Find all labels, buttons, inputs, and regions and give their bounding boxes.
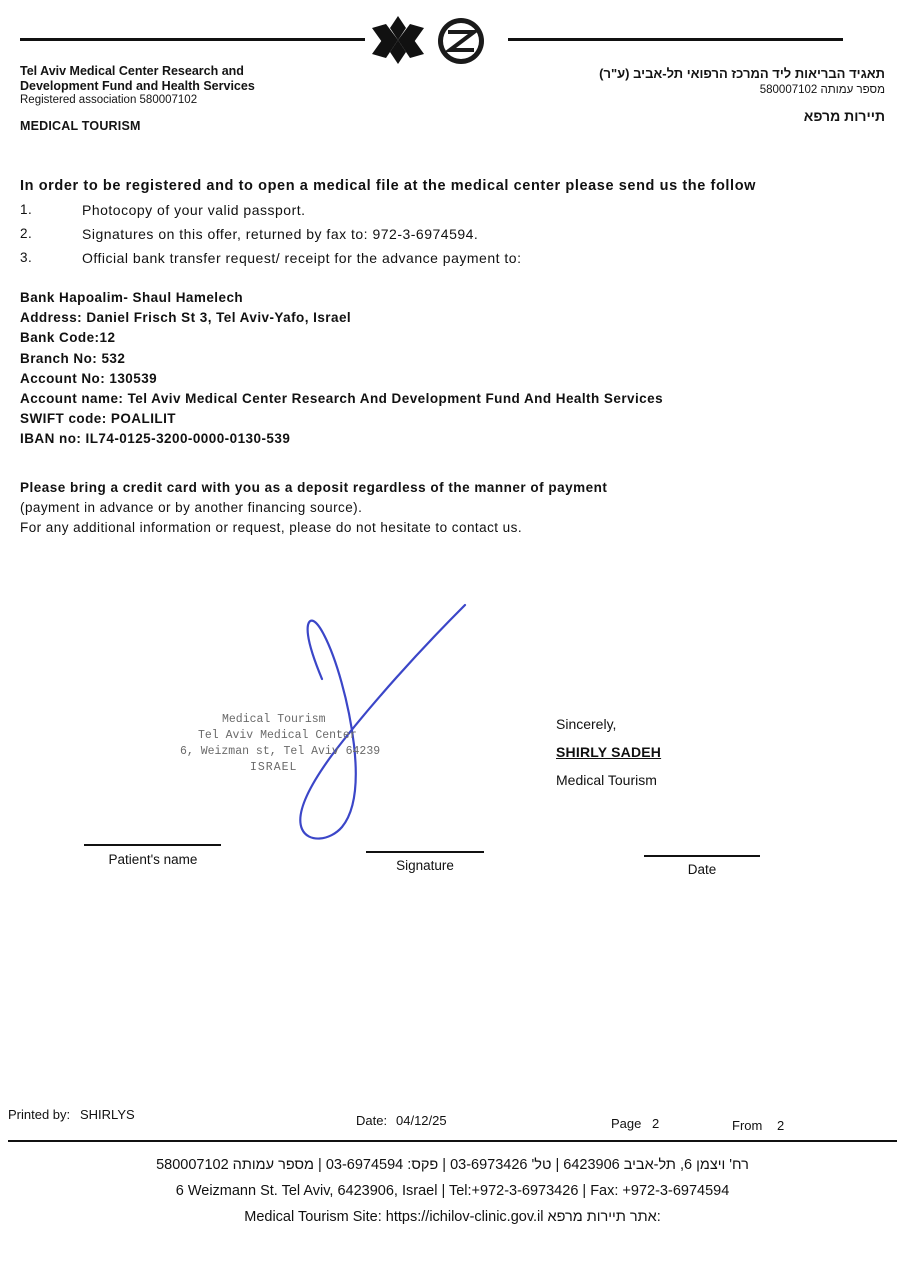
requirements-list: [20, 198, 840, 270]
organization-stamp: [180, 712, 402, 776]
footer-contact-hebrew: רח' ויצמן 6, תל-אביב 6423906 | טל' 03-6973426 | פקס: 03-6974594 | מספר עמותה 580007102: [156, 1157, 749, 1173]
account-no: Account No: 130539: [20, 370, 158, 386]
org-name-he: תאגיד הבריאות ליד המרכז הרפואי תל-אביב (ע"ר): [599, 66, 885, 81]
list-item-number: 1.: [20, 202, 33, 217]
intro-paragraph: In order to be registered and to open a medical file at the medical center please send us the follow: [20, 178, 757, 194]
notice-line-2: (payment in advance or by another financing source).: [20, 500, 363, 515]
print-date-value: 04/12/25: [396, 1113, 447, 1128]
iban-no: IBAN no: IL74-0125-3200-0000-0130-539: [20, 431, 291, 447]
patient-name-line: [84, 844, 221, 846]
closing-block: [556, 710, 661, 794]
list-item-text: Official bank transfer request/ receipt for the advance payment to:: [82, 250, 522, 266]
bank-code: Bank Code:12: [20, 330, 116, 346]
list-item-number: 3.: [20, 250, 33, 265]
notice-block: [20, 478, 860, 538]
page-value: 2: [652, 1116, 660, 1131]
circle-logo-icon: [436, 16, 486, 66]
footer-divider: [8, 1140, 897, 1142]
header-rule-right: [508, 38, 843, 41]
notice-line-3: For any additional information or request, please do not hesitate to contact us.: [20, 520, 523, 535]
stamp-line-4: ISRAEL: [250, 761, 298, 774]
bank-details-block: [20, 288, 840, 450]
footer-website: Medical Tourism Site: https://ichilov-clinic.gov.il אתר תיירות מרפא:: [244, 1209, 661, 1225]
footer-contact-block: [0, 1152, 905, 1230]
signature-line: [366, 851, 484, 853]
stamp-line-3: 6, Weizman st, Tel Aviv 64239: [180, 745, 381, 758]
signer-name: SHIRLY SADEH: [556, 744, 662, 760]
bank-name: Bank Hapoalim- Shaul Hamelech: [20, 290, 244, 305]
registration-he: מספר עמותה 580007102: [759, 84, 885, 96]
org-name-en-line2: Development Fund and Health Services: [20, 78, 255, 93]
logo-group: [368, 14, 504, 66]
print-date-label: Date:: [356, 1113, 388, 1128]
list-item: [20, 222, 840, 246]
printed-by-value: SHIRLYS: [80, 1107, 135, 1122]
org-name-en-line1: Tel Aviv Medical Center Research and: [20, 64, 244, 78]
printed-by-label: Printed by:: [8, 1107, 71, 1122]
department-he: תיירות מרפא: [803, 108, 885, 124]
list-item-number: 2.: [20, 226, 33, 241]
list-item-text: Photocopy of your valid passport.: [82, 202, 306, 218]
header-hebrew-block: [465, 66, 885, 124]
date-line: [644, 855, 760, 857]
from-label: From: [732, 1118, 763, 1133]
bank-address: Address: Daniel Frisch St 3, Tel Aviv-Yafo, Israel: [20, 310, 352, 326]
list-item-text: Signatures on this offer, returned by fax to: 972-3-6974594.: [82, 226, 479, 242]
signer-title: Medical Tourism: [556, 772, 657, 788]
notice-bold-line: Please bring a credit card with you as a deposit regardless of the manner of payment: [20, 480, 608, 495]
stamp-line-1: Medical Tourism: [222, 713, 326, 726]
list-item: [20, 246, 840, 270]
closing-salutation: Sincerely,: [556, 716, 617, 732]
date-label: Date: [687, 862, 717, 877]
department-en: MEDICAL TOURISM: [20, 118, 141, 133]
branch-no: Branch No: 532: [20, 350, 126, 366]
star-logo-icon: [368, 14, 428, 66]
stamp-line-2: Tel Aviv Medical Center: [198, 729, 357, 742]
list-item: [20, 198, 840, 222]
signature-label: Signature: [396, 858, 454, 873]
swift-code: SWIFT code: POALILIT: [20, 411, 176, 427]
account-name: Account name: Tel Aviv Medical Center Research And Development Fund And Health Services: [20, 391, 664, 407]
patient-name-label: Patient's name: [108, 852, 198, 867]
page-label: Page: [611, 1116, 642, 1131]
header-rule-left: [20, 38, 365, 41]
from-value: 2: [777, 1118, 785, 1133]
header-english-block: [20, 64, 440, 133]
registration-en: Registered association 580007102: [20, 94, 198, 106]
footer-contact-english: 6 Weizmann St. Tel Aviv, 6423906, Israel | Tel:+972-3-6973426 | Fax: +972-3-6974594: [175, 1183, 730, 1199]
